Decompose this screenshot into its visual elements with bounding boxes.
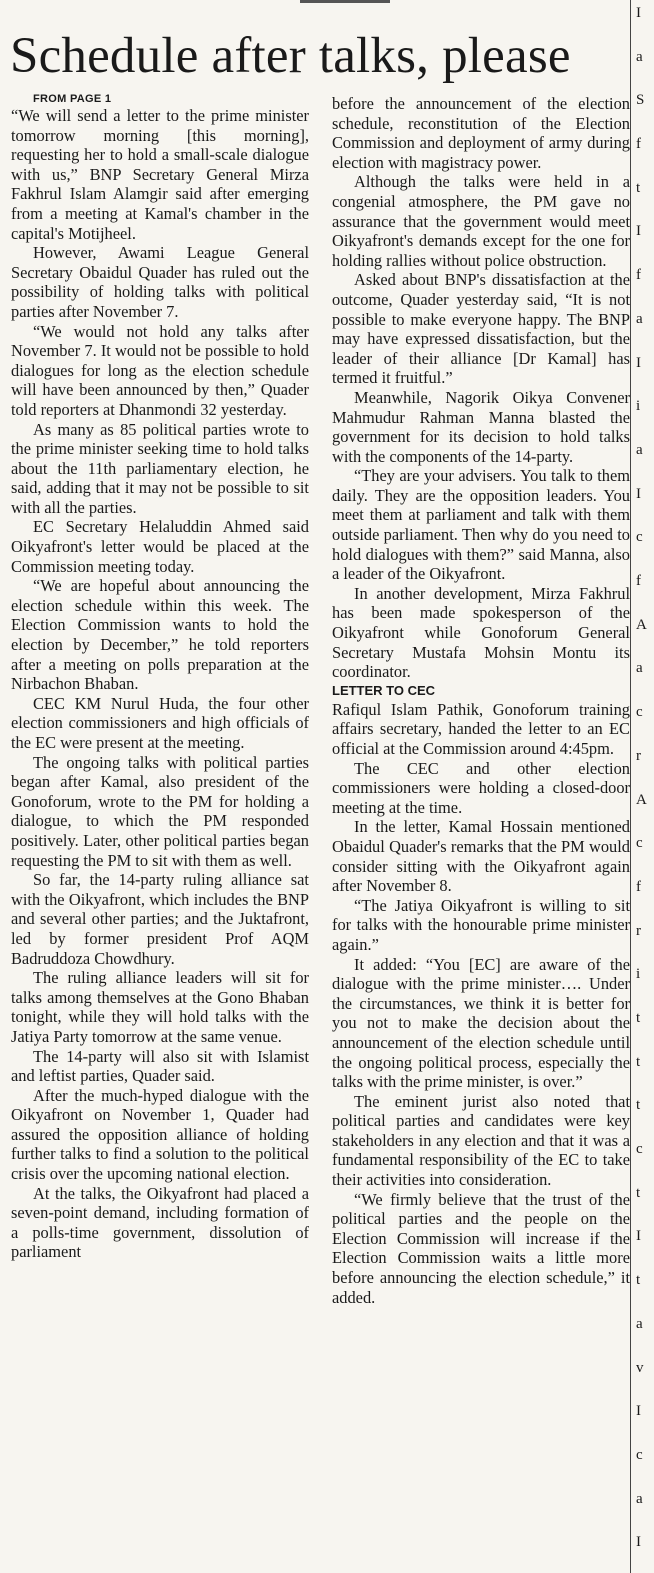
edge-letter: f (636, 879, 641, 895)
edge-letter: t (636, 1185, 641, 1201)
paragraph: Rafiqul Islam Pathik, Gonoforum training affairs secretary, handed the letter to an EC official at the Commission around 4:45pm. (332, 699, 630, 758)
right-column (332, 94, 630, 1307)
edge-letter: I (636, 355, 641, 371)
edge-letter: t (636, 1054, 641, 1070)
edge-letter: f (636, 267, 641, 283)
edge-letter: A (636, 792, 647, 808)
paragraph: As many as 85 political parties wrote to the prime minister seeking time to hold talks about the 11th parliamentary election, he said, adding that it may not be possible to sit with all the parties. (11, 419, 309, 517)
paragraph: The ruling alliance leaders will sit for talks among themselves at the Gono Bhaban tonight, while they will hold talks with the Jatiya Party tomorrow at the same venue. (11, 968, 309, 1046)
paragraph: Although the talks were held in a congenial atmosphere, the PM gave no assurance that the government would meet Oikyafront's demands except for the one for holding rallies without police obstruction. (332, 172, 630, 270)
paragraph: CEC KM Nurul Huda, the four other election commissioners and high officials of the EC were present at the meeting. (11, 693, 309, 752)
edge-letter: S (636, 92, 645, 108)
edge-letter: v (636, 1360, 644, 1376)
edge-letter: c (636, 835, 643, 851)
paragraph: However, Awami League General Secretary Obaidul Quader has ruled out the possibility of holding talks with political parties after November 7. (11, 243, 309, 321)
edge-letter: r (636, 748, 641, 764)
paragraph: “We firmly believe that the trust of the political parties and the people on the Election Commission will increase if the Election Commission waits a little more before announcing the election schedule,” it added. (332, 1189, 630, 1307)
edge-letter: a (636, 311, 643, 327)
clipped-header-text (300, 0, 390, 3)
edge-letter: f (636, 573, 641, 589)
kicker: FROM PAGE 1 (33, 93, 112, 105)
subhead: LETTER TO CEC (332, 682, 436, 698)
paragraph: The eminent jurist also noted that political parties and candidates were key stakeholders in any election and that it was a fundamental responsibility of the EC to take their activities into consideration. (332, 1091, 630, 1190)
paragraph: The CEC and other election commissioners were holding a closed-door meeting at the time. (332, 758, 630, 817)
left-column (11, 92, 309, 1262)
edge-letter: i (636, 398, 641, 414)
paragraph: After the much-hyped dialogue with the Oikyafront on November 1, Quader had assured the opposition alliance of holding further talks to find a solution to the political crisis over the upcoming national election. (11, 1085, 309, 1184)
top-strip (0, 0, 654, 6)
edge-letter: t (636, 1272, 641, 1288)
edge-letter: c (636, 529, 643, 545)
edge-letter: c (636, 1447, 643, 1463)
edge-letter: t (636, 1097, 641, 1113)
edge-letter: A (636, 617, 647, 633)
edge-letter: I (636, 1534, 641, 1550)
edge-letter: I (636, 223, 641, 239)
edge-letter: r (636, 923, 641, 939)
paragraph: In the letter, Kamal Hossain mentioned Obaidul Quader's remarks that the PM would consider sitting with the Oikyafront again after November 8. (332, 817, 630, 896)
edge-letter: a (636, 1491, 643, 1507)
paragraph: “The Jatiya Oikyafront is willing to sit for talks with the honourable prime minister again.” (332, 895, 630, 954)
paragraph: The 14-party will also sit with Islamist and leftist parties, Quader said. (11, 1046, 309, 1086)
edge-letter: c (636, 1141, 643, 1157)
edge-letter: t (636, 1010, 641, 1026)
edge-letter: a (636, 660, 643, 676)
paragraph-continuation: before the announcement of the election schedule, reconstitution of the Election Commission and deployment of army during election with magistracy power. (332, 94, 630, 172)
paragraph: So far, the 14-party ruling alliance sat with the Oikyafront, which includes the BNP and several other parties; and the Juktafront, led by former president Prof AQM Badruddoza Chowdhury. (11, 870, 309, 968)
paragraph: It added: “You [EC] are aware of the dialogue with the prime minister…. Under the circumstances, we think it is better for you not to make the decision about the announcement of the election schedule until the ongoing political process, especially the talks with the prime minister, is over.” (332, 954, 630, 1092)
paragraph: “We would not hold any talks after November 7. It would not be possible to hold dialogues for long as the election schedule will have been announced by then,” Quader told reporters at Dhanmondi 32 yesterday. (11, 321, 309, 419)
edge-letter: I (636, 5, 641, 21)
paragraph: “We are hopeful about announcing the election schedule within this week. The Election Commission wants to hold the election by December,” he told reporters after a meeting on polls preparation at the Nirbachon Bhaban. (11, 576, 309, 694)
headline: Schedule after talks, please (10, 28, 571, 84)
paragraph: Asked about BNP's dissatisfaction at the outcome, Quader yesterday said, “It is not possible to make everyone happy. The BNP may have expressed dissatisfaction, but the leader of their alliance [Dr Kamal] has termed it fruitful.” (332, 270, 630, 388)
edge-letter: a (636, 1316, 643, 1332)
edge-letter: t (636, 180, 641, 196)
column-rule (630, 0, 631, 1573)
edge-letter: I (636, 1228, 641, 1244)
edge-letter: f (636, 136, 641, 152)
paragraph: EC Secretary Helaluddin Ahmed said Oikyafront's letter would be placed at the Commission meeting today. (11, 517, 309, 576)
paragraph: “We will send a letter to the prime minister tomorrow morning [this morning], requesting her to hold a small-scale dialogue with us,” BNP Secretary General Mirza Fakhrul Islam Alamgir said after emerging from a meeting at Kamal's chamber in the capital's Motijheel. (11, 106, 309, 243)
paragraph: At the talks, the Oikyafront had placed a seven-point demand, including formation of a polls-time government, dissolution of parliament (11, 1183, 309, 1262)
edge-letter: c (636, 704, 643, 720)
paragraph: “They are your advisers. You talk to them daily. They are the opposition leaders. You meet them at parliament and talk with them outside parliament. Then why do you need to hold dialogues with them?” said Manna, also a leader of the Oikyafront. (332, 466, 630, 584)
edge-letter: I (636, 1403, 641, 1419)
edge-letter: i (636, 966, 641, 982)
edge-letter: a (636, 442, 643, 458)
paragraph: The ongoing talks with political parties began after Kamal, also president of the Gonoforum, wrote to the PM for holding a dialogue, to which the PM responded positively. Later, other political parties began requesting the PM to sit with them as well. (11, 752, 309, 870)
edge-letter: a (636, 49, 643, 65)
adjacent-column-clipped (634, 0, 654, 1573)
paragraph: Meanwhile, Nagorik Oikya Convener Mahmudur Rahman Manna blasted the government for its decision to hold talks with the components of the 14-party. (332, 387, 630, 466)
paragraph: In another development, Mirza Fakhrul has been made spokesperson of the Oikyafront while Gonoforum General Secretary Mustafa Mohsin Montu its coordinator. (332, 583, 630, 682)
edge-letter: I (636, 486, 641, 502)
